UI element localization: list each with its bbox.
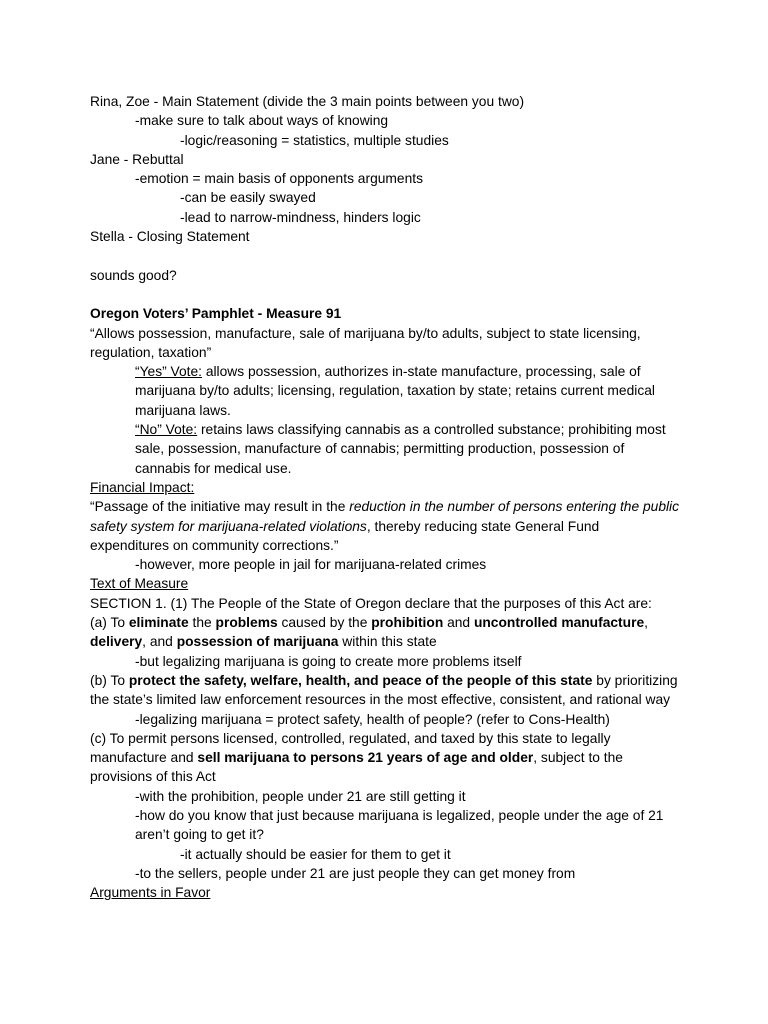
financial-impact-quote — [90, 497, 680, 555]
financial-impact-heading: Financial Impact: — [90, 479, 195, 495]
purpose-b-part: (b) To — [90, 672, 129, 688]
pamphlet-heading: Oregon Voters’ Pamphlet - Measure 91 — [90, 306, 342, 322]
purpose-b-bold: protect the safety, welfare, health, and peace of the people of this state — [128, 672, 593, 688]
arguments-in-favor-heading: Arguments in Favor — [90, 885, 211, 901]
yes-vote-text: allows possession, authorizes in-state manufacture, processing, sale of marijuana by/to adults; licensing, regulation, taxation by state; retains current medical marijuana laws. — [135, 364, 655, 418]
document-page — [90, 92, 680, 902]
purpose-a — [90, 613, 680, 652]
section-1: SECTION 1. (1) The People of the State of Oregon declare that the purposes of this Act are: — [90, 595, 652, 611]
purpose-c-part: , subject to the provisions of this Act — [90, 750, 623, 785]
purpose-a-note: -but legalizing marijuana is going to create more problems itself — [135, 653, 522, 669]
purpose-a-part: , — [644, 615, 648, 631]
no-vote-text: retains laws classifying cannabis as a controlled substance; prohibiting most sale, possession, manufacture of cannabis; permitting production, possession of cannabis for medical use. — [135, 422, 666, 476]
purpose-c-note-4: -to the sellers, people under 21 are just people they can get money from — [135, 865, 576, 881]
purpose-a-part: the — [188, 615, 216, 631]
note-closing-statement: Stella - Closing Statement — [90, 229, 250, 245]
purpose-c-note-2: -how do you know that just because marijuana is legalized, people under the age of 21 aren’t going to get it? — [135, 807, 664, 843]
purpose-a-part: within this state — [338, 634, 437, 650]
purpose-a-part: caused by the — [277, 615, 372, 631]
blank-line — [90, 246, 680, 265]
purpose-a-bold: possession of marijuana — [176, 634, 339, 650]
financial-quote-end: , thereby reducing state General Fund expenditures on community corrections.” — [90, 518, 600, 553]
note-emotion: -emotion = main basis of opponents arguments — [135, 171, 423, 187]
purpose-c-bold: sell marijuana to persons 21 years of age and older — [197, 750, 534, 766]
purpose-a-part: (a) To — [90, 615, 129, 631]
yes-vote-paragraph — [90, 362, 680, 420]
purpose-b-note: -legalizing marijuana = protect safety, health of people? (refer to Cons-Health) — [135, 711, 610, 727]
purpose-a-bold: eliminate — [128, 615, 189, 631]
purpose-b — [90, 671, 680, 710]
blank-line — [90, 285, 680, 304]
note-rebuttal: Jane - Rebuttal — [90, 151, 184, 167]
purpose-a-bold: prohibition — [371, 615, 444, 631]
purpose-a-bold: problems — [215, 615, 278, 631]
financial-quote-start: “Passage of the initiative may result in the — [90, 499, 350, 515]
note-swayed: -can be easily swayed — [180, 190, 316, 206]
purpose-b-part: by prioritizing the state’s limited law enforcement resources in the most effective, consistent, and rational way — [90, 672, 678, 708]
no-vote-label: “No” Vote: — [135, 422, 198, 438]
text-of-measure-heading: Text of Measure — [90, 576, 189, 592]
note-sounds-good: sounds good? — [90, 267, 177, 283]
note-main-statement: Rina, Zoe - Main Statement (divide the 3 main points between you two) — [90, 94, 525, 109]
note-logic-reasoning: -logic/reasoning = statistics, multiple studies — [180, 132, 449, 148]
yes-vote-label: “Yes” Vote: — [135, 364, 202, 380]
financial-quote-italic: reduction in the number of persons entering the public safety system for marijuana-related violations — [90, 499, 680, 534]
financial-note: -however, more people in jail for marijuana-related crimes — [135, 557, 487, 573]
measure-summary: “Allows possession, manufacture, sale of marijuana by/to adults, subject to state licensing, regulation, taxation” — [90, 325, 641, 360]
purpose-a-part: and — [443, 615, 474, 631]
purpose-c-note-3: -it actually should be easier for them to get it — [180, 846, 451, 862]
purpose-c-part: (c) To permit persons licensed, controlled, regulated, and taxed by this state to legally manufacture and — [90, 730, 611, 766]
purpose-a-bold: uncontrolled manufacture — [473, 615, 645, 631]
purpose-c — [90, 729, 680, 787]
no-vote-paragraph — [90, 420, 680, 478]
note-narrow-mindness: -lead to narrow-mindness, hinders logic — [180, 209, 421, 225]
purpose-c-note-1: -with the prohibition, people under 21 are still getting it — [135, 788, 466, 804]
purpose-a-part: , and — [142, 634, 177, 650]
note-ways-of-knowing: -make sure to talk about ways of knowing — [135, 113, 389, 129]
purpose-a-bold: delivery — [90, 634, 143, 650]
